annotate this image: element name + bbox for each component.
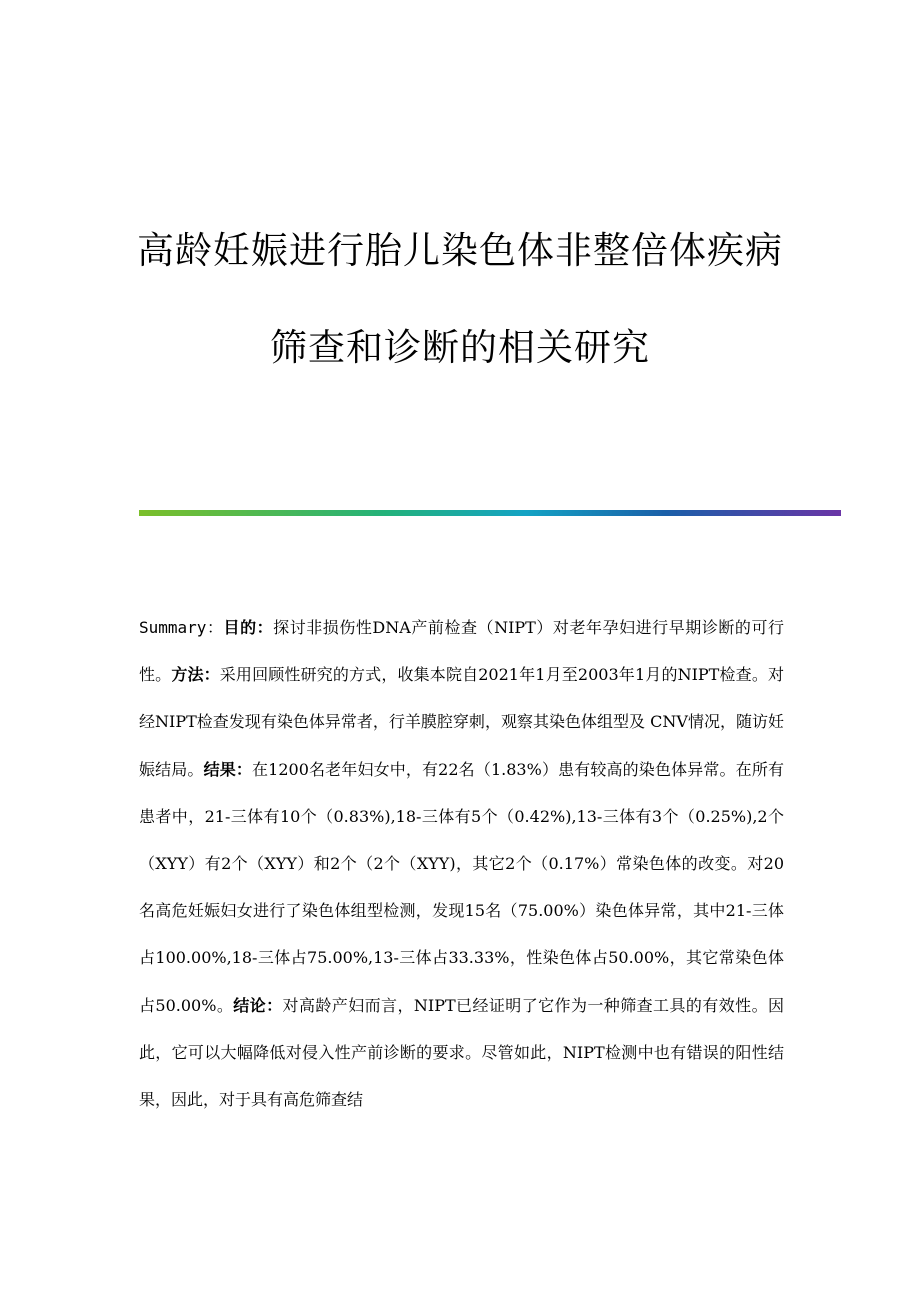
conclusion-text: 对高龄产妇而言，NIPT已经证明了它作为一种筛查工具的有效性。因此，它可以大幅降低对侵入性产前诊断的要求。尽管如此，NIPT检测中也有错误的阳性结果，因此，对于具有高危筛查结 bbox=[139, 995, 784, 1110]
objective-text: 探讨非损伤性DNA产前检查（NIPT）对老年孕妇进行早期诊断的可行性。 bbox=[139, 618, 784, 685]
results-text: 在1200名老年妇女中，有22名（1.83%）患有较高的染色体异常。在所有患者中，21-三体有10个（0.83%),18-三体有5个（0.42%),13-三体有3个（0.25%),2个（XYY）有2个（XYY）和2个（2个（XYY)，其它2个（0.17%）常染色体的改变。对20名高危妊娠妇女进行了染色体组型检测，发现15名（75.00%）染色体异常，其中21-三体占100.00%,18-三体占75.00%,13-三体占33.33%，性染色体占50.00%，其它常染色体占50.00%。 bbox=[139, 759, 784, 1015]
methods-label: 方法： bbox=[171, 665, 220, 685]
abstract-paragraph bbox=[139, 604, 784, 1123]
results-label: 结果： bbox=[203, 759, 253, 779]
document-title bbox=[0, 222, 920, 376]
gradient-divider bbox=[139, 510, 841, 516]
methods-text: 采用回顾性研究的方式，收集本院自2021年1月至2003年1月的NIPT检查。对经NIPT检查发现有染色体异常者，行羊膜腔穿刺，观察其染色体组型及 CNV情况，随访妊娠结局。 bbox=[139, 665, 784, 779]
title-line-2: 筛查和诊断的相关研究 bbox=[270, 326, 650, 369]
objective-label: 目的： bbox=[223, 618, 274, 637]
title-line-1: 高龄妊娠进行胎儿染色体非整倍体疾病 bbox=[137, 229, 783, 272]
conclusion-label: 结论： bbox=[233, 995, 283, 1015]
summary-label: Summary： bbox=[139, 618, 224, 637]
